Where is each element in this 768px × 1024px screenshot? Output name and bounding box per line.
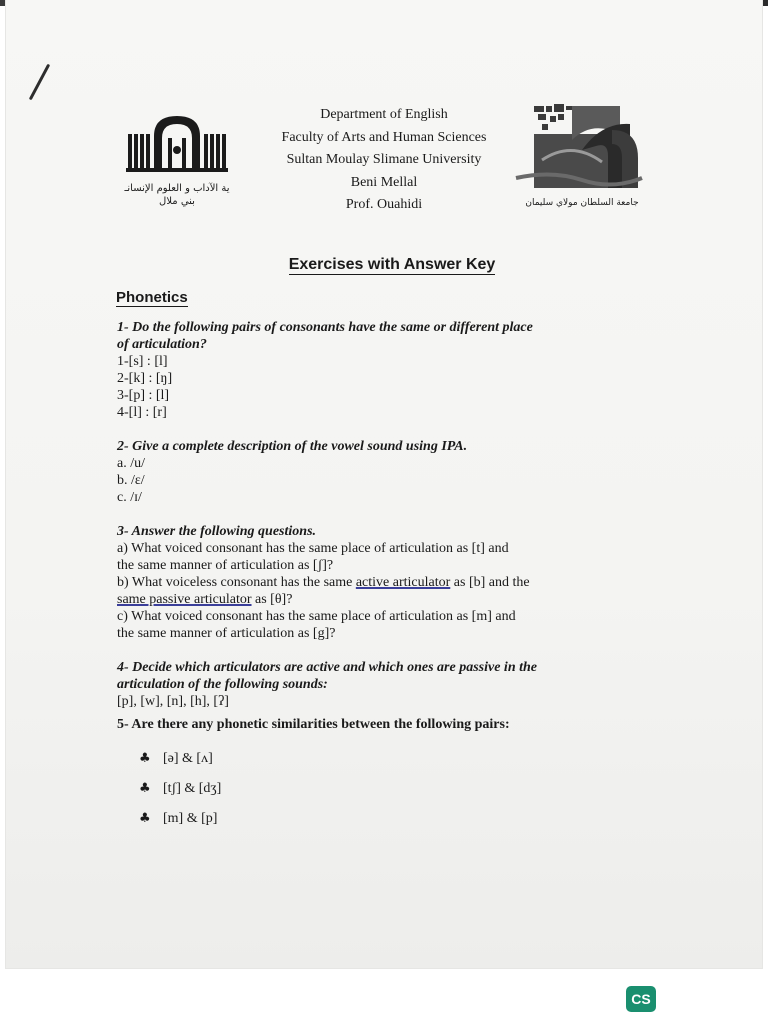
q3b-text-1: b) What voiceless consonant has the same [117,575,356,590]
header-university: Sultan Moulay Slimane University [286,152,482,168]
q3a-line-2: the same manner of articulation as [ʃ]? [117,558,334,573]
university-arabic-name: جامعة السلطان مولاي سليمان [525,198,639,208]
bullet-icon: ♣ [139,810,151,826]
header-professor: Prof. Ouahidi [345,197,423,213]
section-title [116,289,188,306]
q2-prompt: 2- Give a complete description of the vowel sound using IPA. [117,439,468,454]
document-title-text: Exercises with Answer Key [288,256,496,273]
q3b-line-1 [117,574,557,591]
camscanner-badge: CS [626,986,656,1012]
header-department: Department of English [320,107,448,122]
q3a-line-1: a) What voiced consonant has the same place of articulation as [t] and [117,541,509,556]
q5-pairs [117,743,557,833]
header-faculty: Faculty of Arts and Human Sciences [281,129,487,145]
faculty-arabic-line-2: بني ملال [159,196,195,207]
q5-pair-text: [m] & [p] [163,810,218,826]
q3b-line-2 [117,591,557,608]
bullet-icon: ♣ [139,780,151,796]
q1-prompt-line-2: of articulation? [117,337,207,352]
q3b-underlined-active-articulator: active articulator [355,575,451,590]
header-city: Beni Mellal [350,174,418,190]
q3b-text-2: as [b] and the [450,575,530,590]
q1-prompt-line-1: 1- Do the following pairs of consonants have the same or different place [117,320,533,335]
q5-pair [139,773,557,803]
document-title [0,256,768,274]
section-title-text: Phonetics [116,289,188,306]
university-emblem-icon [512,100,652,196]
q5-pair-text: [ə] & [ʌ] [163,750,213,766]
q5-pair-text: [tʃ] & [dʒ] [163,780,222,796]
q3b-text-3: as [θ]? [251,592,293,607]
q4-sounds: [p], [w], [n], [h], [ʔ] [117,694,229,709]
q2-item: c. /ɪ/ [117,490,142,505]
q5-pair [139,803,557,833]
q1-item: 4-[l] : [r] [117,405,167,420]
q3-prompt: 3- Answer the following questions. [117,524,317,539]
header-block [0,104,768,217]
q5-pair [139,743,557,773]
q1-item: 2-[k] : [ŋ] [117,371,173,386]
bullet-icon: ♣ [139,750,151,766]
q3b-underlined-passive-articulator: same passive articulator [117,592,252,607]
q1-item: 1-[s] : [l] [117,354,168,369]
exercise-content [117,319,557,833]
q5-prompt: 5- Are there any phonetic similarities between the following pairs: [117,717,510,732]
q1-item: 3-[p] : [l] [117,388,170,403]
university-logo [512,100,652,215]
q4-prompt-line-2: articulation of the following sounds: [117,677,328,692]
q2-item: a. /u/ [117,456,145,471]
q4-prompt-line-1: 4- Decide which articulators are active and which ones are passive in the [117,660,537,675]
faculty-arabic-line-1: ية الآداب و العلوم الإنسانـ [124,183,230,194]
q3c-line-2: the same manner of articulation as [g]? [117,626,336,641]
q3c-line-1: c) What voiced consonant has the same place of articulation as [m] and [117,609,516,624]
q2-item: b. /ɛ/ [117,473,145,488]
